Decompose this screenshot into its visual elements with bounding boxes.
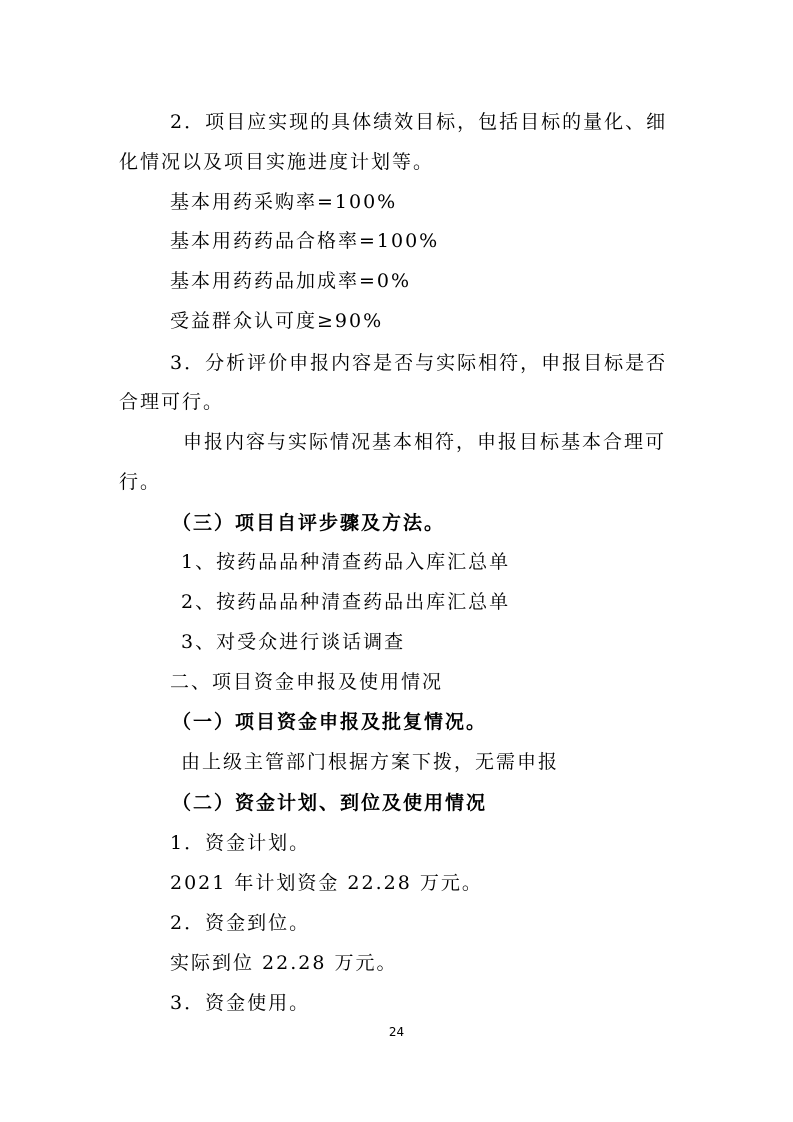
paragraph-line: 实际到位 22.28 万元。 (170, 952, 398, 974)
chapter-heading: 二、项目资金申报及使用情况 (170, 671, 444, 693)
paragraph-line: 2021 年计划资金 22.28 万元。 (170, 872, 483, 894)
section-heading: （一）项目资金申报及批复情况。 (172, 711, 488, 733)
paragraph-line: 3．分析评价申报内容是否与实际相符，申报目标是否 (170, 352, 668, 374)
page-number: 24 (388, 1025, 405, 1039)
section-heading: （三）项目自评步骤及方法。 (172, 512, 446, 534)
paragraph-line: 2．资金到位。 (170, 912, 311, 934)
paragraph-line: 合理可行。 (119, 391, 225, 413)
paragraph-line: 化情况以及项目实施进度计划等。 (119, 151, 435, 173)
paragraph-line: 受益群众认可度≥90% (170, 310, 384, 332)
paragraph-line: 由上级主管部门根据方案下拨，无需申报 (181, 751, 560, 773)
paragraph-line: 基本用药药品加成率=0% (170, 270, 412, 292)
paragraph-line: 申报内容与实际情况基本相符，申报目标基本合理可 (183, 431, 667, 453)
list-item: 3、对受众进行谈话调查 (181, 631, 406, 653)
section-heading: （二）资金计划、到位及使用情况 (172, 792, 488, 814)
paragraph-line: 1．资金计划。 (170, 832, 311, 854)
list-item: 1、按药品品种清查药品入库汇总单 (181, 551, 511, 573)
paragraph-line: 3．资金使用。 (170, 992, 311, 1014)
paragraph-line: 行。 (119, 471, 162, 493)
list-item: 2、按药品品种清查药品出库汇总单 (181, 591, 511, 613)
paragraph-line: 基本用药药品合格率=100% (170, 230, 440, 252)
paragraph-line: 2．项目应实现的具体绩效目标，包括目标的量化、细 (170, 111, 668, 133)
paragraph-line: 基本用药采购率=100% (170, 191, 398, 213)
